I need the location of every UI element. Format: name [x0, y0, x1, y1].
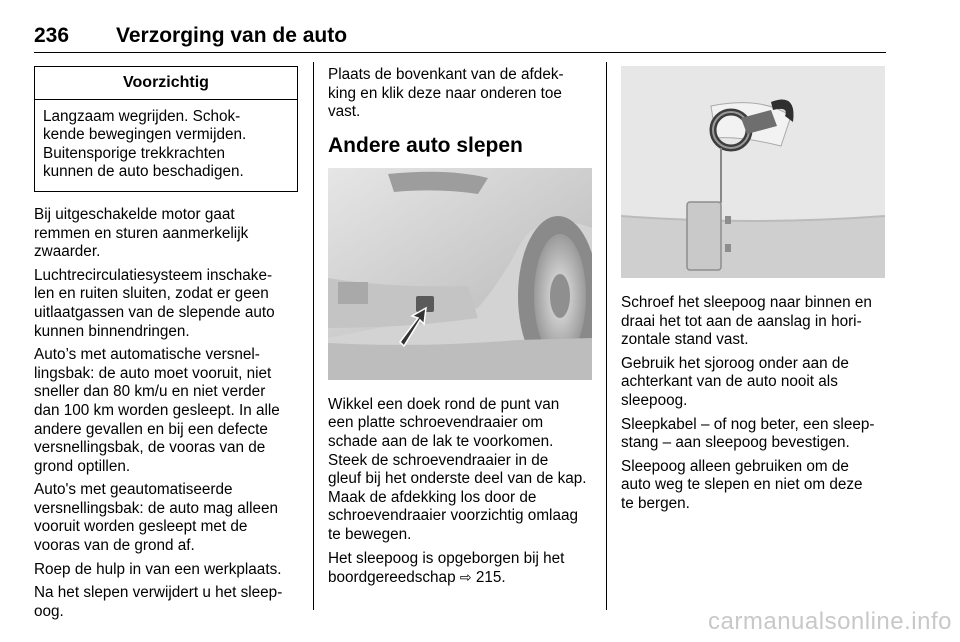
paragraph: Na het slepen verwijdert u het sleep- oog. [34, 584, 283, 620]
watermark: carmanualsonline.info [708, 608, 952, 635]
paragraph: Plaats de bovenkant van de afdek- king en klik deze naar onderen toe vast. [328, 66, 564, 121]
page-reference-icon: ⇨ [459, 569, 472, 586]
paragraph: Auto's met geautomatiseerde versnellingsbak: de auto mag alleen vooruit worden gesleept met de vooras van de grond af. [34, 481, 279, 555]
paragraph: Sleepkabel – of nog beter, een sleep- stang – aan sleepoog bevestigen. [621, 415, 875, 452]
paragraph: Gebruik het sjoroog onder aan de achterkant van de auto nooit als sleepoog. [621, 354, 849, 409]
paragraph: Roep de hulp in van een werkplaats. [34, 560, 282, 578]
caution-line: Buitensporige trekkrachten [43, 144, 225, 162]
paragraph: Het sleepoog is opgeborgen bij het boordgereedschap ⇨ 215. [328, 549, 565, 587]
column-1 [34, 66, 298, 626]
caution-box [34, 66, 298, 192]
section-title: Andere auto slepen [328, 133, 523, 157]
paragraph: Schroef het sleepoog naar binnen en draai het tot aan de aanslag in hori- zontale stand vast. [621, 294, 872, 349]
column-divider-2 [606, 62, 607, 610]
paragraph: Sleepoog alleen gebruiken om de auto weg te slepen en niet om deze te bergen. [621, 457, 863, 512]
page-title: Verzorging van de auto [116, 24, 348, 47]
header-rule [34, 52, 886, 53]
caution-body [35, 100, 297, 191]
page-header [34, 24, 886, 52]
paragraph: Bij uitgeschakelde motor gaat remmen en sturen aanmerkelijk zwaarder. [34, 205, 249, 261]
caution-line: kende bewegingen vermijden. [43, 126, 247, 144]
column-divider-1 [313, 62, 314, 610]
caution-line: Langzaam wegrijden. Schok- [43, 107, 241, 125]
caution-title: Voorzichtig [35, 67, 297, 100]
page-number: 236 [34, 24, 70, 47]
paragraph: Auto’s met automatische versnel- lingsbak: de auto moet vooruit, niet sneller dan 80 km/u en niet verder dan 100 km worden gesleept. In alle andere gevallen en bij een defecte versnellingsbak, de vooras van de grond optillen. [34, 346, 280, 475]
column-3 [621, 66, 886, 519]
paragraph: Luchtrecirculatiesysteem inschake- len en ruiten sluiten, zodat er geen uitlaatgassen van de slepende auto kunnen binnendringen. [34, 266, 275, 340]
tow-eye-figure [621, 66, 885, 278]
page-reference[interactable]: 215. [475, 569, 506, 587]
caution-line: kunnen de auto beschadigen. [43, 163, 244, 181]
car-rear-figure [328, 168, 592, 380]
column-2 [328, 66, 592, 593]
paragraph: Wikkel een doek rond de punt van een platte schroevendraaier om schade aan de lak te voorkomen. Steek de schroevendraaier in de gleuf bij het onderste deel van de kap. Maak de afdekking los door de schroevendraaier voorzichtig omlaag te bewegen. [328, 395, 587, 543]
